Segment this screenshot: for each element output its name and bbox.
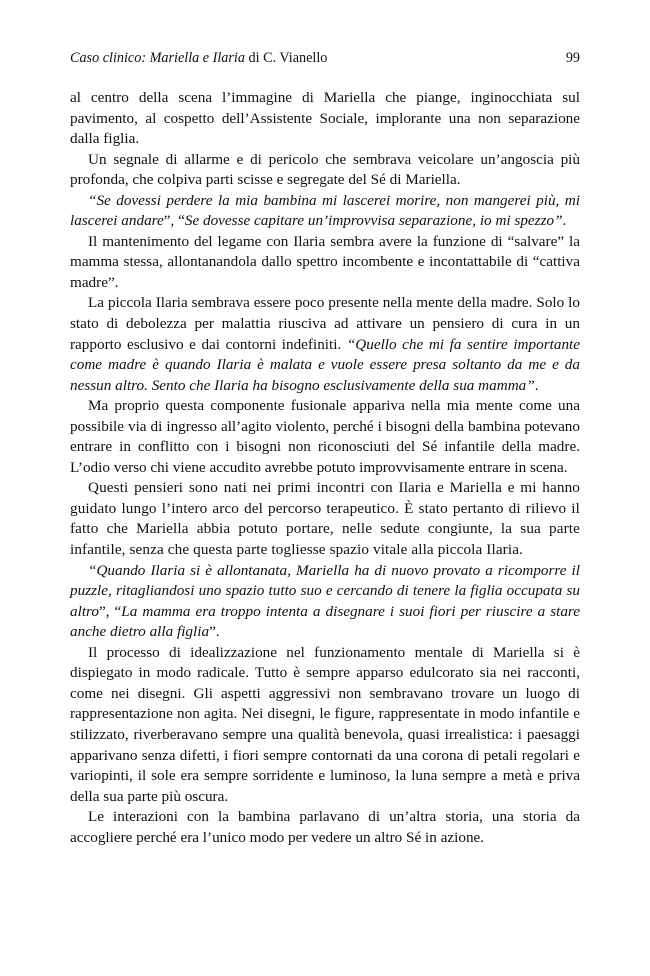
page-number: 99 [565,50,580,66]
paragraph-9 [70,643,580,807]
text-run: Le interazioni con la bambina parlavano di un’altra storia, una storia da accogliere perché era l’unico modo per vedere un altro Sé in azione. [70,808,580,846]
text-run: . [534,376,539,394]
running-header [70,49,580,67]
italic-quote: “Quello che mi fa sentire importante come madre è quando Ilaria è malata e vuole essere presa soltanto da me e da nessun altro. Sento che Ilaria ha bisogno esclusivamente della sua mamma” [70,335,580,394]
paragraph-8-quote [70,561,580,643]
text-run: Il processo di idealizzazione nel funzionamento mentale di Mariella si è dispiegato in modo radicale. Tutto è sempre apparso edulcorato sia nei racconti, come nei disegni. Gli aspetti aggressivi non sembravano trovare un luogo di rappresentazione non agita. Nei disegni, le figure, rappresentate in modo infantile e stilizzato, riverberavano sempre una qualità benevola, quasi irrealistica: i paesaggi apparivano senza difetti, i fiori sempre contornati da una corona di petali regolari e variopinti, il sole era sempre sorridente e luminoso, la luna sempre a metà e priva della sua parte più oscura. [70,643,580,805]
paragraph-5 [70,293,580,396]
italic-quote: “Se dovessi perdere la mia bambina mi lascerei morire, non mangerei più, mi lascerei andare [70,191,580,230]
header-author: di C. Vianello [244,50,328,66]
text-run: Questi pensieri sono nati nei primi incontri con Ilaria e Mariella e mi hanno guidato lungo l’intero arco del percorso terapeutico. È stato pertanto di rilievo il fatto che Mariella abbia potuto portare, nelle sedute congiunte, la sua parte infantile, senza che questa parte togliesse spazio vitale alla piccola Ilaria. [70,479,580,559]
running-title: Caso clinico: Mariella e Ilaria [70,50,245,66]
paragraph-10 [70,807,580,848]
text-run: Il mantenimento del legame con Ilaria sembra avere la funzione di “salvare” la mamma stessa, allontanandola dallo spettro incombente e incontattabile di “cattiva madre”. [70,232,580,291]
text-run: . [562,212,567,230]
paragraph-4 [70,232,580,294]
paragraph-2 [70,150,580,191]
paragraph-7 [70,478,580,560]
italic-quote: La mamma era troppo intenta a disegnare i suoi fiori per riuscire a stare anche dietro alla figlia [70,602,581,641]
text-run: al centro della scena l’immagine di Mariella che piange, inginocchiata sul pavimento, al cospetto dell’Assistente Sociale, implorante una non separazione dalla figlia. [70,89,580,148]
body-text [70,88,580,848]
paragraph-1 [70,88,580,150]
text-run: ”, “ [98,602,122,620]
text-run: ”. [209,623,220,641]
text-run: La piccola Ilaria sembrava essere poco presente nella mente della madre. Solo lo stato di debolezza per malattia riusciva ad attivare un pensiero di cura in un rapporto esclusivo e dai contorni indefiniti. [70,294,580,353]
text-run: Un segnale di allarme e di pericolo che sembrava veicolare un’angoscia più profonda, che colpiva parti scisse e segregate del Sé di Mariella. [70,150,580,189]
paragraph-3-quote [70,191,580,232]
paragraph-6 [70,396,580,478]
text-run: ”, “ [163,212,185,230]
italic-quote: “Quando Ilaria si è allontanata, Mariella ha di nuovo provato a ricomporre il puzzle, ritagliandosi uno spazio tutto suo e cercando di tenere la figlia occupata su altro [70,561,580,620]
text-run: Ma proprio questa componente fusionale appariva nella mia mente come una possibile via di ingresso all’agito violento, perché i bisogni della bambina potevano entrare in conflitto con i bisogni non riconosciuti del Sé infantile della madre. L’odio verso chi viene accudito avrebbe potuto improvvisamente entrare in scena. [70,397,580,476]
italic-quote: Se dovesse capitare un’improvvisa separazione, io mi spezzo” [184,212,563,230]
